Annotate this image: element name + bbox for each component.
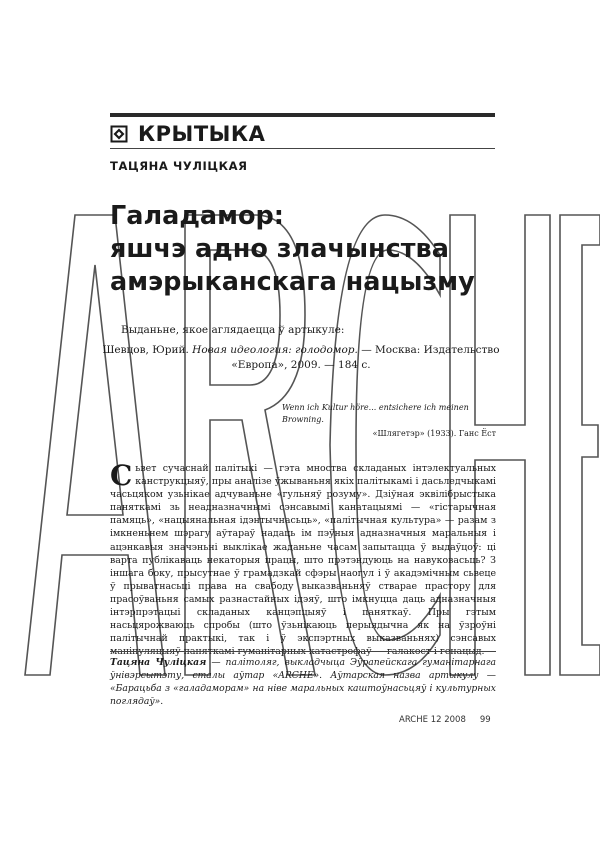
- page-number: 99: [479, 715, 491, 725]
- author-note-text: — палітоляг, выкладчыца Эўрапейскага гуманітарнага ўнівэрсытэту, сталы аўтар «ARCHE». Аўтарская назва артыкулу — «Барацьба з «галадаморам» на ніве маральных каштоўнасьцяў і культурных поглядаў».: [110, 657, 497, 707]
- bib-author: Шевцов, Юрий.: [102, 344, 189, 356]
- page-footer: [399, 715, 499, 725]
- bib-title: Новая идеология: голодомор.: [192, 344, 358, 356]
- journal-issue: ARCHE 12 2008: [399, 715, 466, 725]
- header-rule: [110, 148, 495, 149]
- epigraph-text: Wenn ich Kultur höre... entsichere ich meinen Browning.: [282, 403, 469, 424]
- author-note: [110, 656, 496, 708]
- note-rule: [110, 651, 496, 652]
- bibliographic-reference: [100, 343, 502, 373]
- bib-publisher: — Москва: Издательство «Европа», 2009. — 184 с.: [231, 344, 500, 371]
- article-title-line-2: яшчэ адно злачынства: [110, 234, 449, 264]
- section-title: КРЫТЫКА: [138, 122, 266, 146]
- drop-cap: С: [110, 459, 133, 492]
- article-body-paragraph: ьвет сучаснай палітыкі — гэта мноства складаных інтэлектуальных канструкцыяў, пры аналізе ўжываньня якіх палітыкамі і дасьледчыкамі часьцяком узьнікае адчуваньне «гульняў розуму». Дзіўная эквілібрыстыка паняткамі зь неадназначнымі сэнсавымі канатацыямі — «гістарычная памяць», «нацыянальная ідэнтычнасьць», «палітычная культура» — разам з імкненьнем шэрагу аўтараў надаць ім пэўныя адназначныя маральныя і ацэнкавыя значэньні выклікае жаданьне часам запытацца ў выдаўцоў: ці варта публікаваць некаторыя працы, што прэтэндуюць на навуковасьць? З іншага боку, прысутнае ў грамадзкай сфэры наогул і ў акадэмічным сьвеце ў прыватнасьці права на свабоду выказваньняў стварае прастору для прасоўваньня самых разнастайных ідэяў, што імкнуцца даць адназначныя інтэрпрэтацыі складаных канцэпцыяў і паняткаў. Пры гэтым насьцярожваюць спробы (што ўзьнікаюць перыядычна як на ўзроўні палітычнай практыкі, так і ў экспэртных выказваньнях) сэнсавых: [110, 463, 496, 645]
- article-title: [110, 200, 500, 299]
- square-ornament-icon: [110, 125, 128, 143]
- article-title-line-1: Галадамор:: [110, 201, 284, 231]
- section-header: [110, 120, 495, 148]
- top-rule: [110, 113, 495, 117]
- epigraph-source: «Шлягетэр» (1933). Ганс Ёст: [372, 429, 496, 438]
- review-intro: Выданьне, якое аглядаецца ў артыкуле:: [121, 324, 345, 336]
- article-title-line-3: амэрыканскага нацызму: [110, 267, 475, 297]
- author-note-name: Тацяна Чуліцкая: [110, 657, 207, 668]
- author-name: ТАЦЯНА ЧУЛІЦКАЯ: [110, 159, 248, 173]
- article-body: [110, 459, 496, 658]
